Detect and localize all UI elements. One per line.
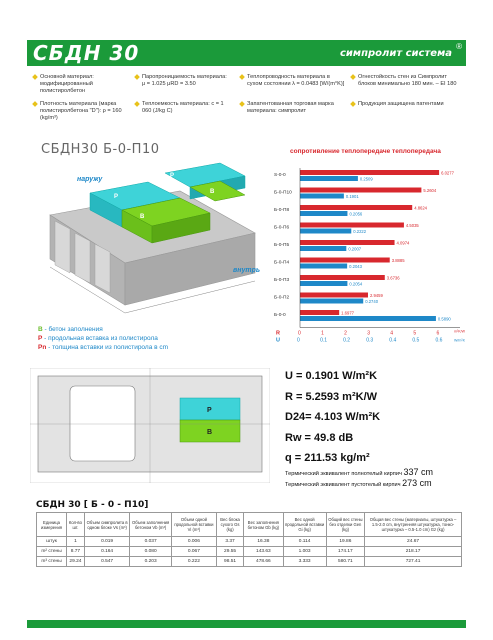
- table-header-row: [37, 513, 462, 537]
- table-cell: m³ стены: [37, 557, 67, 567]
- rw-value: Rw = 49.8 dB: [285, 431, 354, 444]
- category-label: Б-0-0: [274, 313, 286, 318]
- u-bar: [300, 211, 347, 216]
- r-value-label: 4.8624: [414, 205, 428, 211]
- q-value: q = 211.53 kg/m²: [285, 452, 370, 464]
- table-cell: 8.77: [67, 547, 85, 557]
- legend-text: - толщина вставки из полистирола в cm: [46, 344, 169, 351]
- table-row: [37, 537, 462, 547]
- legend-key: Pn: [38, 344, 47, 351]
- u-tick-label: 0.5: [412, 337, 420, 343]
- property-item: [33, 101, 128, 122]
- header-cell: Вес блока сухого Gs (kg): [216, 513, 243, 537]
- r-bar: [300, 293, 368, 298]
- spec-table: [36, 512, 462, 567]
- r-tick-label: 0: [298, 330, 301, 337]
- category-label: Б-0-П10: [274, 190, 292, 196]
- category-label: Б-0-П2: [274, 295, 290, 301]
- r-tick-label: 6: [436, 330, 440, 337]
- table-cell: 24.67: [365, 537, 462, 547]
- legend-key: B: [38, 326, 43, 333]
- r-tick-label: 4: [390, 330, 394, 337]
- property-text: Основной материал: модифицированный полистиролбетон: [40, 74, 94, 94]
- legend-item: [38, 343, 168, 352]
- thermal-equivalent: [285, 468, 433, 490]
- header-cell: Вес заполнения бетоном Gb (kg): [244, 513, 283, 537]
- table-cell: 98.51: [216, 557, 243, 567]
- property-item: [135, 101, 230, 115]
- bullet-icon: [134, 101, 140, 107]
- bullet-icon: [350, 74, 356, 80]
- table-cell: m² стены: [37, 547, 67, 557]
- property-text: Теплопроводность материала в сухом состоянии λ = 0.0483 [W/(m°K)]: [247, 74, 345, 87]
- table-cell: 0.006: [171, 537, 216, 547]
- legend-item: [38, 334, 168, 343]
- table-cell: 0.164: [84, 547, 130, 557]
- table-row: [37, 547, 462, 557]
- table-cell: 3.37: [216, 537, 243, 547]
- r-tick-label: 1: [321, 330, 324, 337]
- u-value-label: 0.2740: [365, 299, 379, 304]
- r-tick-label: 5: [413, 330, 417, 337]
- r-unit-label: m²K/W: [454, 329, 465, 334]
- category-label: Б-0-П3: [274, 278, 290, 283]
- table-cell: 19.86: [326, 537, 364, 547]
- chart-title: сопротивление теплопередаче теплопередача: [290, 148, 441, 155]
- bullet-icon: [32, 74, 38, 80]
- u-bar: [300, 281, 347, 286]
- u-value-label: 0.2054: [349, 281, 363, 287]
- category-label: Б-0-П6: [274, 225, 290, 231]
- property-item: [33, 74, 128, 95]
- header-cell: Общая вес стены (материалы, штукатурка – 1.5-2.0 cm, внутренняя штукатурка, тонко-штукатурка – 0.5-1.0 cm) Gz (kg): [365, 513, 462, 537]
- u-value-label: 0.1901: [345, 194, 359, 199]
- category-label: Б-0-П5: [274, 243, 290, 248]
- legend-key: P: [38, 335, 43, 342]
- table-cell: 1.003: [283, 547, 326, 557]
- bullet-icon: [239, 101, 245, 107]
- legend-item: [38, 325, 168, 334]
- footer-bar: [27, 620, 466, 628]
- bar-chart-svg: [272, 148, 472, 343]
- u-bar: [300, 264, 347, 269]
- r-axis-label: R: [276, 330, 280, 337]
- r-bar: [300, 223, 404, 228]
- table-cell: 580.71: [326, 557, 364, 567]
- r-value: R = 5.2593 m²K/W: [285, 390, 378, 403]
- property-text: Продукция защищена патентами: [358, 101, 444, 107]
- r-value-label: 4.0974: [396, 240, 410, 246]
- u-bar: [300, 246, 346, 251]
- table-cell: штук: [37, 537, 67, 547]
- registered-mark: ®: [456, 42, 462, 51]
- property-item: [351, 74, 461, 88]
- thermal-bar-chart: [272, 148, 472, 343]
- insert-label: P: [114, 194, 119, 200]
- property-text: Паропроницаемость материала: μ = 1.025 μRD = 3.50: [142, 74, 227, 87]
- equiv-num: 337 cm: [403, 467, 433, 477]
- property-item: [240, 74, 345, 88]
- u-value: U = 0.1901 W/m²K: [285, 370, 378, 382]
- table-cell: 1: [67, 537, 85, 547]
- material-properties: [33, 74, 463, 134]
- brand-header: [27, 40, 466, 66]
- table-cell: 16.38: [244, 537, 283, 547]
- r-bar: [300, 310, 339, 315]
- bullet-icon: [32, 101, 38, 107]
- u-tick-label: 0.4: [389, 337, 397, 343]
- u-value-label: 0.2222: [353, 229, 367, 234]
- insert-label: P: [170, 173, 175, 179]
- table-cell: 0.037: [130, 537, 171, 547]
- bullet-icon: [350, 101, 356, 107]
- table-cell: 218.17: [365, 547, 462, 557]
- r-value-label: 3.8885: [391, 258, 405, 263]
- r-value-label: 2.9459: [369, 293, 383, 298]
- metrics-block: [285, 366, 380, 469]
- r-bar: [300, 188, 421, 193]
- u-bar: [300, 299, 363, 304]
- header-cell: Вес одной продольной вставки Gi (kg): [283, 513, 326, 537]
- bullet-icon: [239, 74, 245, 80]
- category-label: Б-0-П4: [274, 260, 290, 266]
- equiv-text: Термический эквивалент полнотелый кирпич: [285, 471, 402, 477]
- system-title: симпролит система: [339, 48, 452, 59]
- property-item: [240, 101, 345, 115]
- table-cell: 29.24: [67, 557, 85, 567]
- model-title: СБДН30 Б-0-П10: [41, 142, 160, 157]
- header-cell: Единица измерения: [37, 513, 67, 537]
- category-label: Б-0-П8: [274, 208, 290, 213]
- legend-text: - бетон заполнения: [42, 326, 103, 333]
- equiv-text: Термический эквивалент пустотелый кирпич: [285, 482, 401, 488]
- header-cell: Объем заполнения бетоном Vb (m³): [130, 513, 171, 537]
- table-cell: 143.63: [244, 547, 283, 557]
- outside-label: наружу: [77, 176, 103, 183]
- property-item: [351, 101, 461, 108]
- property-text: Теплоемкость материала: c = 1 060 (J/kg C): [142, 101, 224, 114]
- u-bar: [300, 316, 436, 321]
- u-value-label: 0.2043: [349, 264, 362, 269]
- u-bar: [300, 194, 344, 199]
- table-row: [37, 557, 462, 567]
- header-cell: Общий вес стены без отделки Gen (kg): [326, 513, 364, 537]
- r-tick-label: 2: [344, 330, 347, 337]
- u-tick-label: 0.3: [366, 337, 374, 343]
- u-tick-label: 0.6: [435, 337, 443, 343]
- r-tick-label: 3: [367, 330, 371, 337]
- legend: [38, 325, 168, 352]
- r-value-label: 4.5035: [405, 223, 419, 228]
- u-bar: [300, 229, 351, 234]
- table-cell: 0.547: [84, 557, 130, 567]
- bullet-icon: [134, 74, 140, 80]
- equiv-row: [285, 479, 433, 490]
- d24-value: D24= 4.103 W/m²K: [285, 411, 381, 423]
- u-value-label: 0.2007: [348, 246, 362, 252]
- header-cell: Объем одной продольной вставки Vi (m³): [171, 513, 216, 537]
- legend-text: - продольная вставка из полистирола: [42, 335, 158, 342]
- table-cell: 0.080: [130, 547, 171, 557]
- property-text: Запатентованная торговая марка материала: симпролит: [247, 101, 334, 114]
- table-title: СБДН 30 [ Б - 0 - П10]: [36, 500, 149, 510]
- r-value-label: 1.6977: [341, 310, 354, 316]
- block-isometric-drawing: [30, 155, 270, 325]
- plan-insert-label: P: [207, 407, 212, 414]
- table-cell: 727.41: [365, 557, 462, 567]
- concrete-label: B: [210, 189, 215, 195]
- plan-concrete-label: B: [207, 429, 213, 436]
- table-cell: 29.55: [216, 547, 243, 557]
- property-item: [135, 74, 230, 88]
- brand-title: СБДН 30: [33, 41, 140, 65]
- header-cell: Объем симпролита в одном блоке Vs (m³): [84, 513, 130, 537]
- category-label: S-0-0: [274, 173, 286, 178]
- concrete-label: B: [140, 214, 145, 220]
- r-bar: [300, 240, 395, 245]
- r-value-label: 3.6736: [386, 275, 400, 281]
- table-cell: 478.66: [244, 557, 283, 567]
- table-cell: 0.222: [171, 557, 216, 567]
- r-value-label: 6.0277: [441, 170, 454, 176]
- r-bar: [300, 170, 439, 175]
- u-axis-label: U: [276, 337, 280, 343]
- u-tick-label: 0.2: [343, 337, 351, 343]
- property-text: Плотность материала (марка полистиролбетона "D"): ρ = 160 (kg/m³): [40, 101, 122, 121]
- table-cell: 3.333: [283, 557, 326, 567]
- r-bar: [300, 205, 412, 210]
- u-tick-label: 0.1: [320, 337, 328, 343]
- block-plan-drawing: [30, 368, 270, 483]
- property-text: Огнестойкость стен из Симпролит блоков минимально 180 мин. – EI 180: [358, 74, 457, 87]
- table-cell: 0.019: [84, 537, 130, 547]
- u-value-label: 0.2509: [359, 176, 373, 182]
- table-cell: 0.067: [171, 547, 216, 557]
- inside-label: внутрь: [233, 267, 261, 274]
- table-cell: 0.203: [130, 557, 171, 567]
- table-cell: 174.17: [326, 547, 364, 557]
- u-tick-label: 0: [297, 337, 300, 343]
- u-value-label: 0.5890: [437, 316, 451, 322]
- header-cell: Кол-во шт.: [67, 513, 85, 537]
- r-bar: [300, 258, 390, 263]
- r-bar: [300, 275, 385, 280]
- u-value-label: 0.2056: [349, 211, 363, 217]
- r-value-label: 5.2604: [423, 188, 437, 193]
- table-cell: 0.114: [283, 537, 326, 547]
- equiv-num: 273 cm: [402, 478, 432, 488]
- u-unit-label: W/m²K: [454, 338, 465, 343]
- u-bar: [300, 176, 358, 181]
